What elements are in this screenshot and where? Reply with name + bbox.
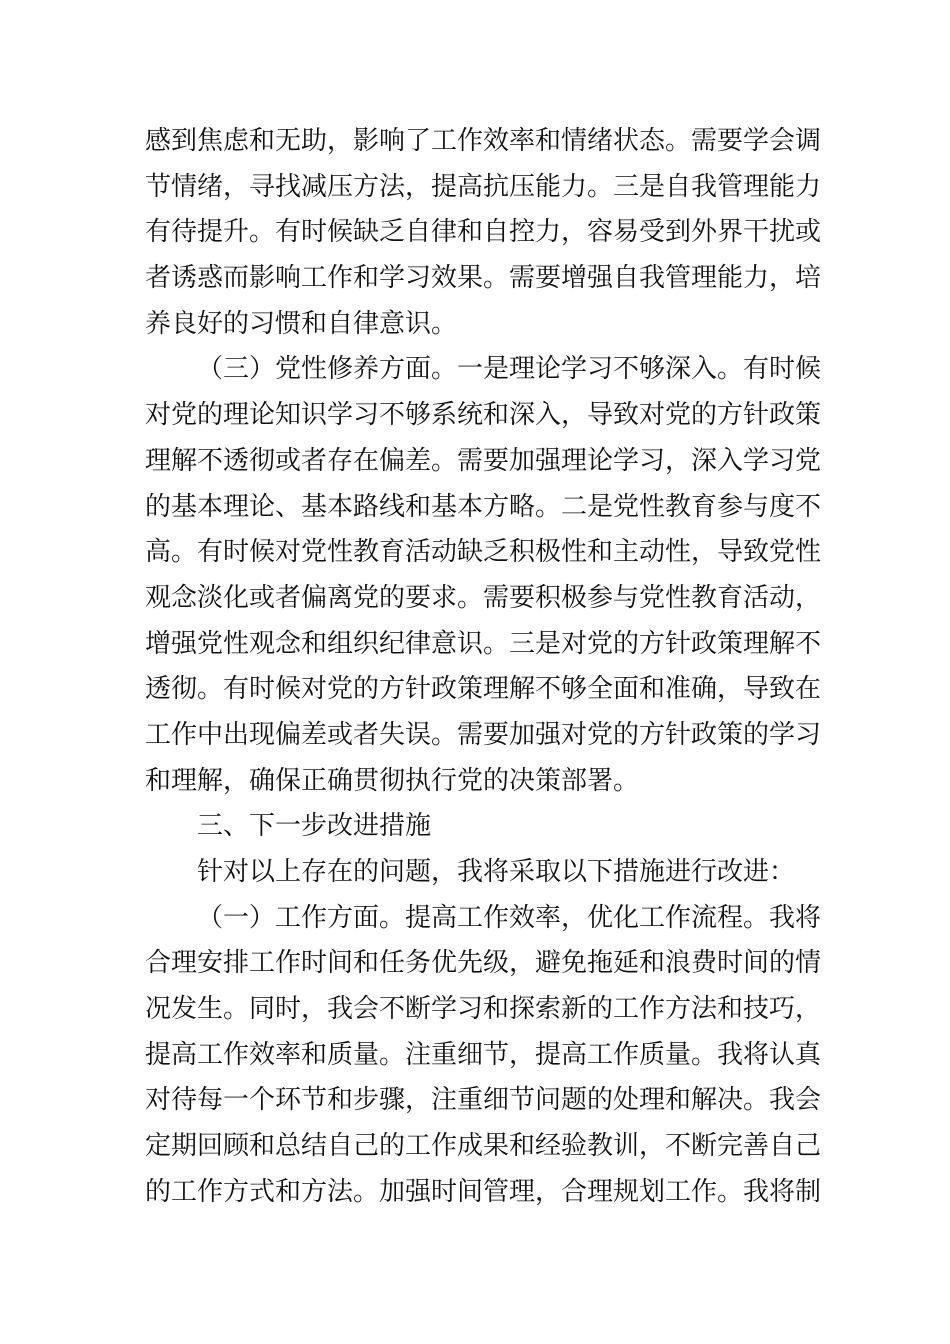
text-line: （一）工作方面。提高工作效率，优化工作流程。我将 bbox=[197, 902, 822, 933]
text-line: 有待提升。有时候缺乏自律和自控力，容易受到外界干扰或 bbox=[145, 217, 822, 248]
text-line: 提高工作效率和质量。注重细节，提高工作质量。我将认真 bbox=[145, 1039, 822, 1070]
text-line: 增强党性观念和组织纪律意识。三是对党的方针政策理解不 bbox=[145, 628, 822, 659]
text-line: 者诱惑而影响工作和学习效果。需要增强自我管理能力，培 bbox=[145, 263, 822, 294]
paragraph-party-cultivation bbox=[145, 347, 822, 804]
text-line: （三）党性修养方面。一是理论学习不够深入。有时候 bbox=[197, 354, 822, 385]
text-line: 对党的理论知识学习不够系统和深入，导致对党的方针政策 bbox=[145, 400, 822, 431]
text-line: 观念淡化或者偏离党的要求。需要积极参与党性教育活动， bbox=[145, 582, 822, 613]
text-line: 节情绪，寻找减压方法，提高抗压能力。三是自我管理能力 bbox=[145, 171, 822, 202]
text-line: 工作中出现偏差或者失误。需要加强对党的方针政策的学习 bbox=[145, 719, 822, 750]
text-line: 感到焦虑和无助，影响了工作效率和情绪状态。需要学会调 bbox=[145, 126, 822, 156]
text-line: 的工作方式和方法。加强时间管理，合理规划工作。我将制 bbox=[145, 1176, 822, 1207]
paragraph-work-improvement bbox=[145, 896, 822, 1216]
text-line: 的基本理论、基本路线和基本方略。二是党性教育参与度不 bbox=[145, 491, 822, 522]
intro-paragraph: 针对以上存在的问题，我将采取以下措施进行改进： bbox=[197, 857, 796, 887]
document-body bbox=[145, 119, 822, 1216]
section-heading: 三、下一步改进措施 bbox=[197, 811, 432, 842]
paragraph-stress-self-management bbox=[145, 119, 822, 347]
text-line: 况发生。同时，我会不断学习和探索新的工作方法和技巧， bbox=[145, 994, 822, 1025]
text-line: 透彻。有时候对党的方针政策理解不够全面和准确，导致在 bbox=[145, 674, 822, 705]
text-line: 养良好的习惯和自律意识。 bbox=[145, 308, 458, 339]
text-line: 和理解，确保正确贯彻执行党的决策部署。 bbox=[145, 765, 640, 796]
text-line: 合理安排工作时间和任务优先级，避免拖延和浪费时间的情 bbox=[145, 948, 822, 979]
text-line: 理解不透彻或者存在偏差。需要加强理论学习，深入学习党 bbox=[145, 445, 822, 476]
text-line: 高。有时候对党性教育活动缺乏积极性和主动性，导致党性 bbox=[145, 537, 822, 568]
text-line: 对待每一个环节和步骤，注重细节问题的处理和解决。我会 bbox=[145, 1085, 822, 1116]
text-line: 定期回顾和总结自己的工作成果和经验教训，不断完善自己 bbox=[145, 1131, 822, 1162]
